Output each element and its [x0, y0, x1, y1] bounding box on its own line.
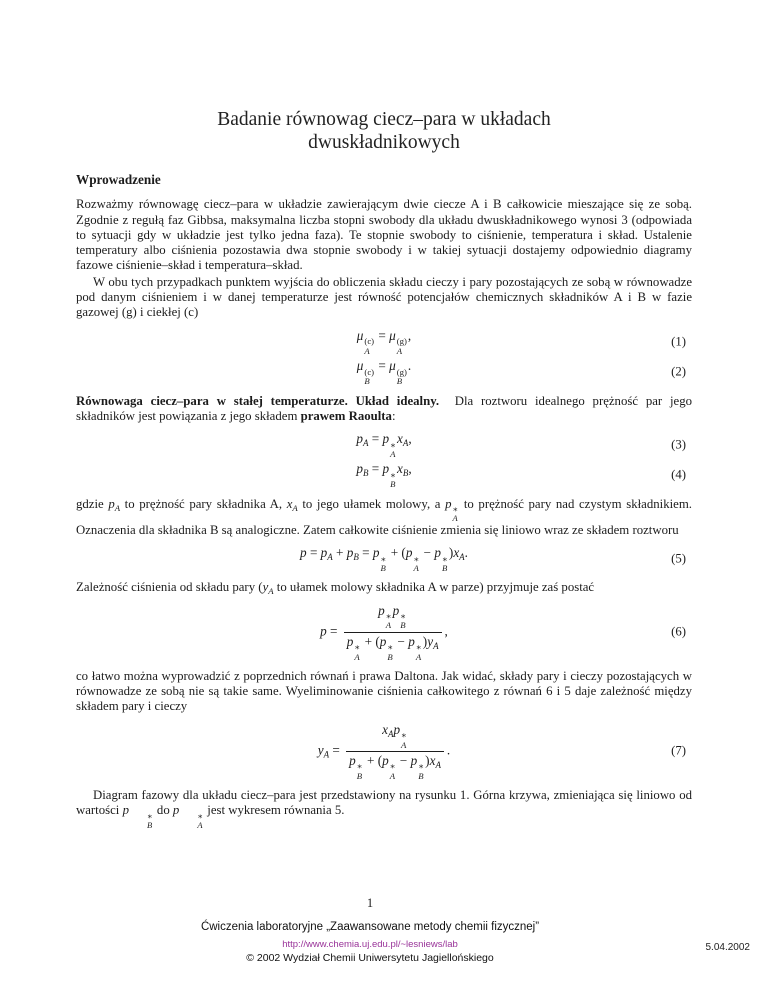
- equation-4: [76, 461, 692, 489]
- footer-date: 5.04.2002: [705, 942, 750, 953]
- equation-3-number: (3): [671, 437, 686, 452]
- equation-1: [76, 328, 692, 356]
- equation-5: [76, 545, 692, 573]
- page-number: 1: [366, 896, 374, 910]
- equation-2: [76, 358, 692, 386]
- document-title: Badanie równowag ciecz–para w układach dwuskładnikowych: [217, 109, 551, 153]
- equation-3-body: $p_A = p$ ∗ A $x_A$,: [356, 431, 412, 460]
- equation-group-dalton: [76, 603, 692, 662]
- paragraph-phase-diagram: Diagram fazowy dla układu ciecz–para jest przedstawiony na rysunku 1. Górna krzywa, zmieniająca się liniowo od wartości p ∗ B do p ∗ A jest wykresem równania 5.: [76, 787, 692, 830]
- document-content: [76, 108, 692, 830]
- equation-group-total-pressure: [76, 545, 692, 573]
- paragraph-pressure-explanation: gdzie $p_A$ to prężność pary składnika A, $x_A$ to jego ułamek molowy, a p ∗ A to prężność pary nad czystym składnikiem. Oznaczenia dla składnika B są analogiczne. Zatem całkowite ciśnienie zmienia się liniowo wraz ze składem roztworu: [76, 496, 692, 537]
- equation-7: [76, 722, 692, 781]
- paragraph-vapor-composition: Zależność ciśnienia od składu pary ($y_A$ to ułamek molowy składnika A w parze) przyjmuje zaś postać: [76, 580, 595, 597]
- equation-group-ya: [76, 722, 692, 781]
- footer-link[interactable]: http://www.chemia.uj.edu.pl/~lesniews/lab: [282, 939, 458, 950]
- section-heading-wprowadzenie: Wprowadzenie: [76, 172, 161, 187]
- equation-7-number: (7): [671, 743, 686, 758]
- paragraph-intro-1: Rozważmy równowagę ciecz–para w układzie zawierającym dwie ciecze A i B całkowicie mieszające się ze sobą. Zgodnie z regułą faz Gibbsa, maksymalna liczba stopni swobody dla układu dwuskładnikowego wynosi 3 (odpowiada to sytuacji gdy w układzie jest tylko jedna faza). Te stopnie swobody to ciśnienie, temperatura i skład. Ustalenie temperatury albo ciśnienia pozostawia dwa stopnie swobody i w takiej sytuacji dostajemy odpowiednio diagramy fazowe ciśnienie–skład i temperatura–skład.: [76, 197, 692, 273]
- equation-group-raoult: [76, 431, 692, 489]
- equation-4-number: (4): [671, 467, 686, 482]
- paragraph-elimination: co łatwo można wyprowadzić z poprzednich równań i prawa Daltona. Jak widać, składy pary i cieczy pozostających w równowadze ze sobą nie są takie same. Wyeliminowanie ciśnienia całkowitego z równań 6 i 5 daje zależność między składem pary i cieczy: [76, 668, 692, 714]
- equation-5-body: $p = p_A + p_B = p$ ∗ B + (p ∗ A − p ∗ B )$x_A$.: [300, 545, 468, 574]
- equation-3: [76, 431, 692, 459]
- footer-course-title: Ćwiczenia laboratoryjne „Zaawansowane metody chemii fizycznej”: [200, 921, 540, 933]
- footer-copyright: © 2002 Wydział Chemii Uniwersytetu Jagiellońskiego: [246, 952, 494, 964]
- equation-6-body: p = p ∗ A p ∗ B p ∗ A + (p ∗ B − p ∗ A )$y_A$ ,: [320, 602, 448, 662]
- paragraph-raoult-heading: Równowaga ciecz–para w stałej temperaturze. Układ idealny. Dla roztworu idealnego prężność par jego składników jest powiązania z jego składem prawem Raoulta:: [76, 393, 692, 424]
- equation-6: [76, 603, 692, 662]
- equation-1-number: (1): [671, 334, 686, 349]
- paragraph-intro-2: W obu tych przypadkach punktem wyjścia do obliczenia składu cieczy i pary pozostających ze sobą w równowadze pod danym ciśnieniem i w danej temperaturze jest równość potencjałów chemicznych składników A i B w fazie gazowej (g) i ciekłej (c): [76, 274, 692, 320]
- equation-group-chemical-potentials: [76, 328, 692, 386]
- equation-7-body: $y_A$ = $x_Ap$ ∗ A p ∗ B + (p ∗ A − p ∗ B )$x_A$ .: [317, 721, 451, 781]
- equation-4-body: $p_B = p$ ∗ B $x_B$,: [356, 461, 412, 490]
- equation-2-number: (2): [671, 364, 686, 379]
- equation-1-body: μ (c) A = μ (g) A ,: [356, 327, 412, 356]
- equation-2-body: μ (c) B = μ (g) B .: [356, 357, 412, 386]
- equation-6-number: (6): [671, 624, 686, 639]
- equation-5-number: (5): [671, 551, 686, 566]
